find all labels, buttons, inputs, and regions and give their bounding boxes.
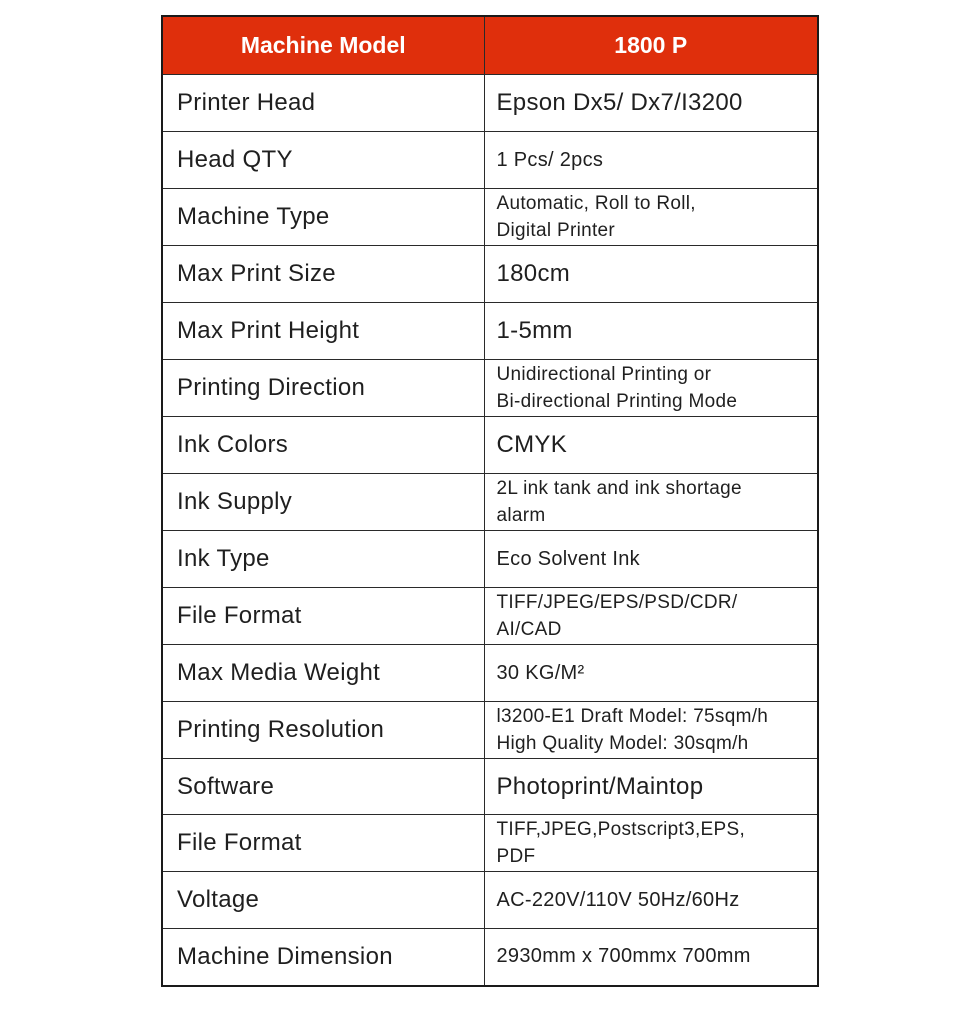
spec-label: Printer Head <box>162 75 484 132</box>
table-row <box>162 246 818 303</box>
spec-value: Epson Dx5/ Dx7/I3200 <box>484 75 818 132</box>
spec-label: File Format <box>162 815 484 872</box>
header-value: 1800 P <box>484 16 818 75</box>
table-row <box>162 645 818 702</box>
spec-label: Voltage <box>162 872 484 929</box>
table-row <box>162 588 818 645</box>
spec-value: 1-5mm <box>484 303 818 360</box>
table-row <box>162 303 818 360</box>
spec-value: 30 KG/M² <box>484 645 818 702</box>
header-label: Machine Model <box>162 16 484 75</box>
spec-value-line: 2L ink tank and ink shortage <box>496 478 742 499</box>
table-row <box>162 189 818 246</box>
spec-value-line: Automatic, Roll to Roll, <box>496 193 696 214</box>
spec-value <box>484 815 818 872</box>
spec-value-line: PDF <box>496 846 536 867</box>
table-row <box>162 531 818 588</box>
spec-label: Software <box>162 759 484 815</box>
spec-value <box>484 474 818 531</box>
spec-label: Max Media Weight <box>162 645 484 702</box>
spec-value <box>484 588 818 645</box>
spec-value-line: l3200-E1 Draft Model: 75sqm/h <box>496 706 769 727</box>
table-row <box>162 417 818 474</box>
spec-value: 1 Pcs/ 2pcs <box>484 132 818 189</box>
table-row <box>162 360 818 417</box>
spec-value-line: TIFF,JPEG,Postscript3,EPS, <box>496 819 746 840</box>
spec-value <box>484 702 818 759</box>
table-row <box>162 929 818 986</box>
spec-value-line: Unidirectional Printing or <box>496 364 712 385</box>
spec-label: Machine Type <box>162 189 484 246</box>
spec-value-line: Digital Printer <box>496 220 616 241</box>
spec-label: Max Print Height <box>162 303 484 360</box>
table-row <box>162 75 818 132</box>
spec-value: AC-220V/110V 50Hz/60Hz <box>484 872 818 929</box>
spec-value: 180cm <box>484 246 818 303</box>
spec-label: Ink Supply <box>162 474 484 531</box>
spec-label: Ink Colors <box>162 417 484 474</box>
spec-value: CMYK <box>484 417 818 474</box>
spec-value <box>484 360 818 417</box>
table-row <box>162 759 818 815</box>
spec-value-line: alarm <box>496 505 546 526</box>
spec-label: Ink Type <box>162 531 484 588</box>
table-header-row <box>162 16 818 75</box>
table-row <box>162 815 818 872</box>
table-row <box>162 474 818 531</box>
spec-value: Photoprint/Maintop <box>484 759 818 815</box>
table-row <box>162 872 818 929</box>
spec-label: File Format <box>162 588 484 645</box>
spec-value-line: Bi-directional Printing Mode <box>496 391 738 412</box>
spec-label: Head QTY <box>162 132 484 189</box>
spec-label: Max Print Size <box>162 246 484 303</box>
spec-value-line: TIFF/JPEG/EPS/PSD/CDR/ <box>496 592 738 613</box>
spec-value-line: High Quality Model: 30sqm/h <box>496 733 749 754</box>
spec-value: 2930mm x 700mmx 700mm <box>484 929 818 986</box>
spec-label: Machine Dimension <box>162 929 484 986</box>
spec-value-line: AI/CAD <box>496 619 562 640</box>
table-row <box>162 132 818 189</box>
spec-label: Printing Direction <box>162 360 484 417</box>
spec-label: Printing Resolution <box>162 702 484 759</box>
table-row <box>162 702 818 759</box>
spec-value: Eco Solvent Ink <box>484 531 818 588</box>
spec-value <box>484 189 818 246</box>
spec-table <box>161 15 819 987</box>
